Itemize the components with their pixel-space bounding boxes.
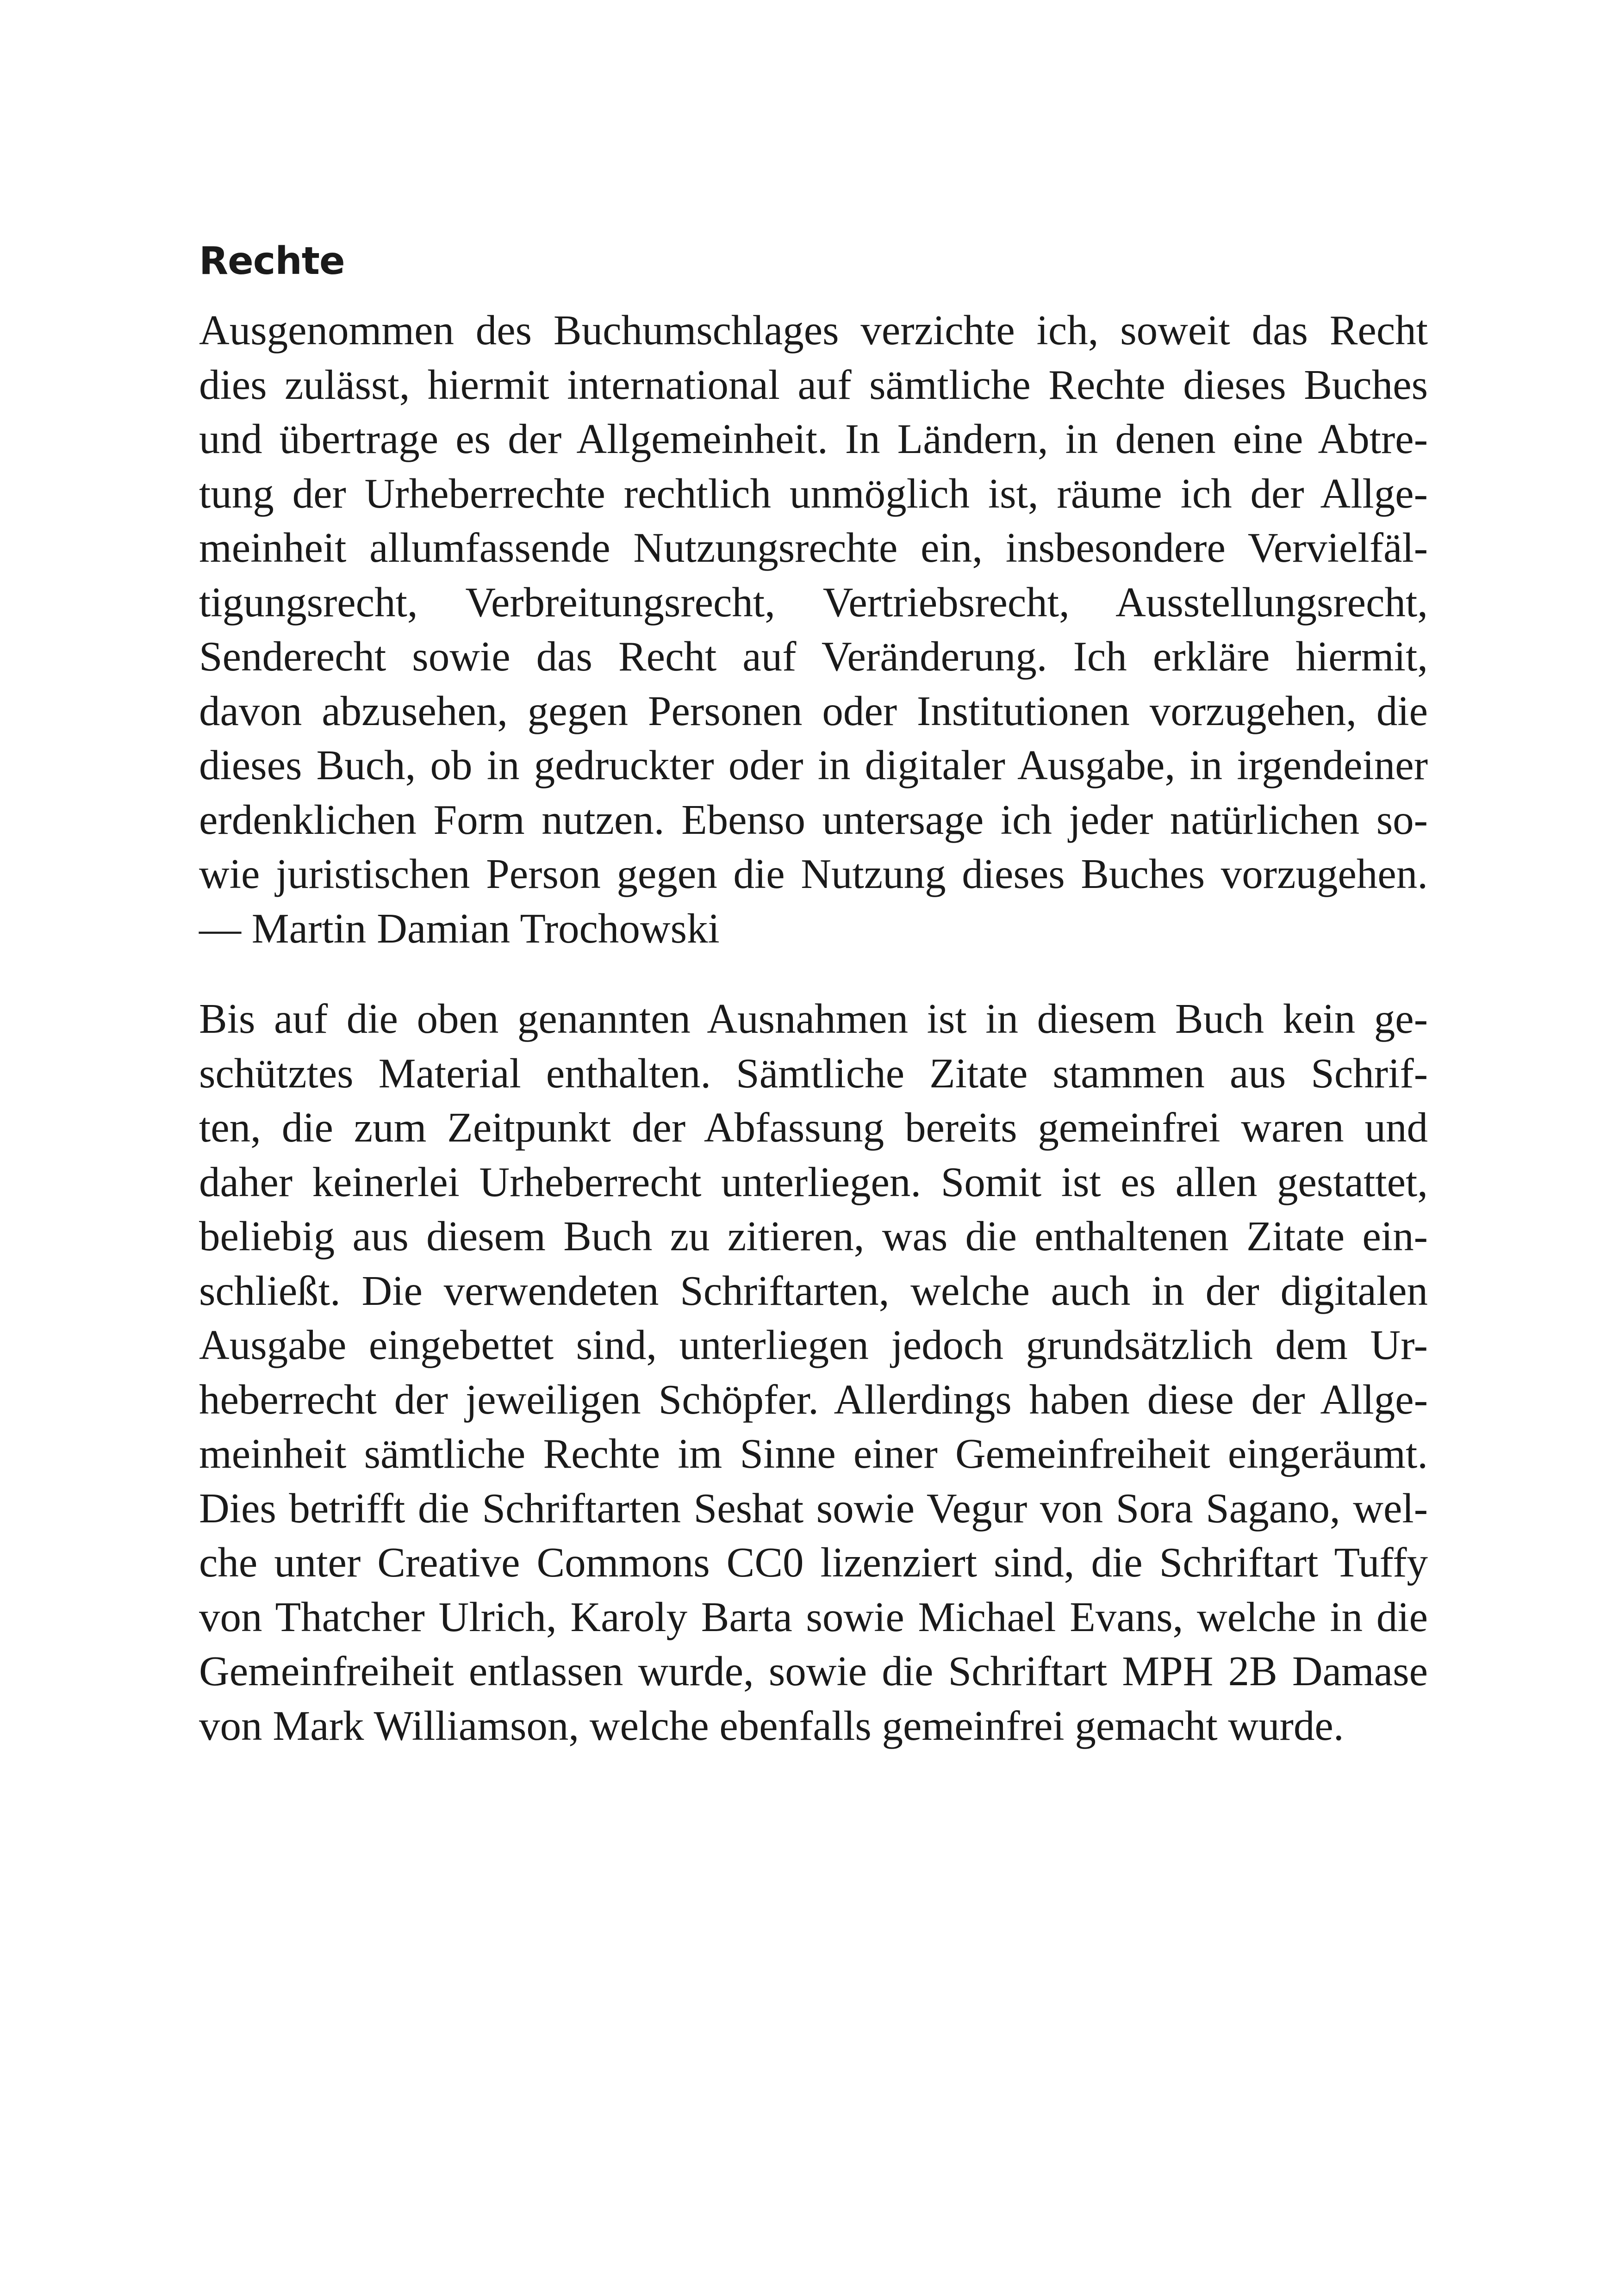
fonts-and-quotes-paragraph xyxy=(199,992,1428,1753)
paragraph-line: schließt. Die verwendeten Schriftarten, welche auch in der digitalen xyxy=(199,1267,1428,1314)
paragraph-line: und übertrage es der Allgemeinheit. In Ländern, in denen eine Abtre- xyxy=(199,416,1428,462)
paragraph-line: ten, die zum Zeitpunkt der Abfassung bereits gemeinfrei waren und xyxy=(199,1104,1428,1151)
author-signature: — Martin Damian Trochowski xyxy=(199,905,720,952)
page-content xyxy=(199,234,1428,1753)
paragraph-line: Dies betrifft die Schriftarten Seshat sowie Vegur von Sora Sagano, wel- xyxy=(199,1484,1428,1532)
paragraph-line: tung der Urheberrechte rechtlich unmöglich ist, räume ich der Allge- xyxy=(199,470,1428,517)
paragraph-line: erdenklichen Form nutzen. Ebenso untersage ich jeder natürlichen so- xyxy=(199,796,1428,843)
paragraph-line: Gemeinfreiheit entlassen wurde, sowie die Schriftart MPH 2B Damase xyxy=(199,1648,1428,1694)
paragraph-line: schütztes Material enthalten. Sämtliche Zitate stammen aus Schrif- xyxy=(199,1049,1428,1097)
paragraph-line: dies zulässt, hiermit international auf sämtliche Rechte dieses Buches xyxy=(199,361,1428,408)
paragraph-line: meinheit allumfassende Nutzungsrechte ein, insbesondere Vervielfäl- xyxy=(199,524,1428,571)
paragraph-line: von Mark Williamson, welche ebenfalls gemeinfrei gemacht wurde. xyxy=(199,1702,1344,1749)
section-heading: Rechte xyxy=(199,239,345,283)
paragraph-line: wie juristischen Person gegen die Nutzung dieses Buches vorzugehen. xyxy=(199,850,1428,897)
paragraph-line: che unter Creative Commons CC0 lizenziert sind, die Schriftart Tuffy xyxy=(199,1539,1428,1586)
paragraph-line: Bis auf die oben genannten Ausnahmen ist in diesem Buch kein ge- xyxy=(199,995,1428,1042)
paragraph-line: Ausgenommen des Buchumschlages verzichte ich, soweit das Recht xyxy=(199,307,1428,354)
paragraph-line: meinheit sämtliche Rechte im Sinne einer Gemeinfreiheit eingeräumt. xyxy=(199,1430,1428,1477)
rights-waiver-paragraph xyxy=(199,303,1428,901)
paragraph-line: von Thatcher Ulrich, Karoly Barta sowie Michael Evans, welche in die xyxy=(199,1593,1428,1640)
paragraph-line: heberrecht der jeweiligen Schöpfer. Allerdings haben diese der Allge- xyxy=(199,1376,1428,1423)
paragraph-line: daher keinerlei Urheberrecht unterliegen. Somit ist es allen gestattet, xyxy=(199,1158,1428,1205)
paragraph-line: tigungsrecht, Verbreitungsrecht, Vertriebsrecht, Ausstellungsrecht, xyxy=(199,578,1428,626)
paragraph-line: davon abzusehen, gegen Personen oder Institutionen vorzugehen, die xyxy=(199,687,1428,734)
paragraph-line: Senderecht sowie das Recht auf Veränderung. Ich erkläre hiermit, xyxy=(199,633,1428,680)
paragraph-spacer xyxy=(199,956,1428,992)
paragraph-line: dieses Buch, ob in gedruckter oder in digitaler Ausgabe, in irgendeiner xyxy=(199,742,1428,788)
paragraph-line: Ausgabe eingebettet sind, unterliegen jedoch grundsätzlich dem Ur- xyxy=(199,1322,1428,1368)
paragraph-line: beliebig aus diesem Buch zu zitieren, was die enthaltenen Zitate ein- xyxy=(199,1213,1428,1260)
